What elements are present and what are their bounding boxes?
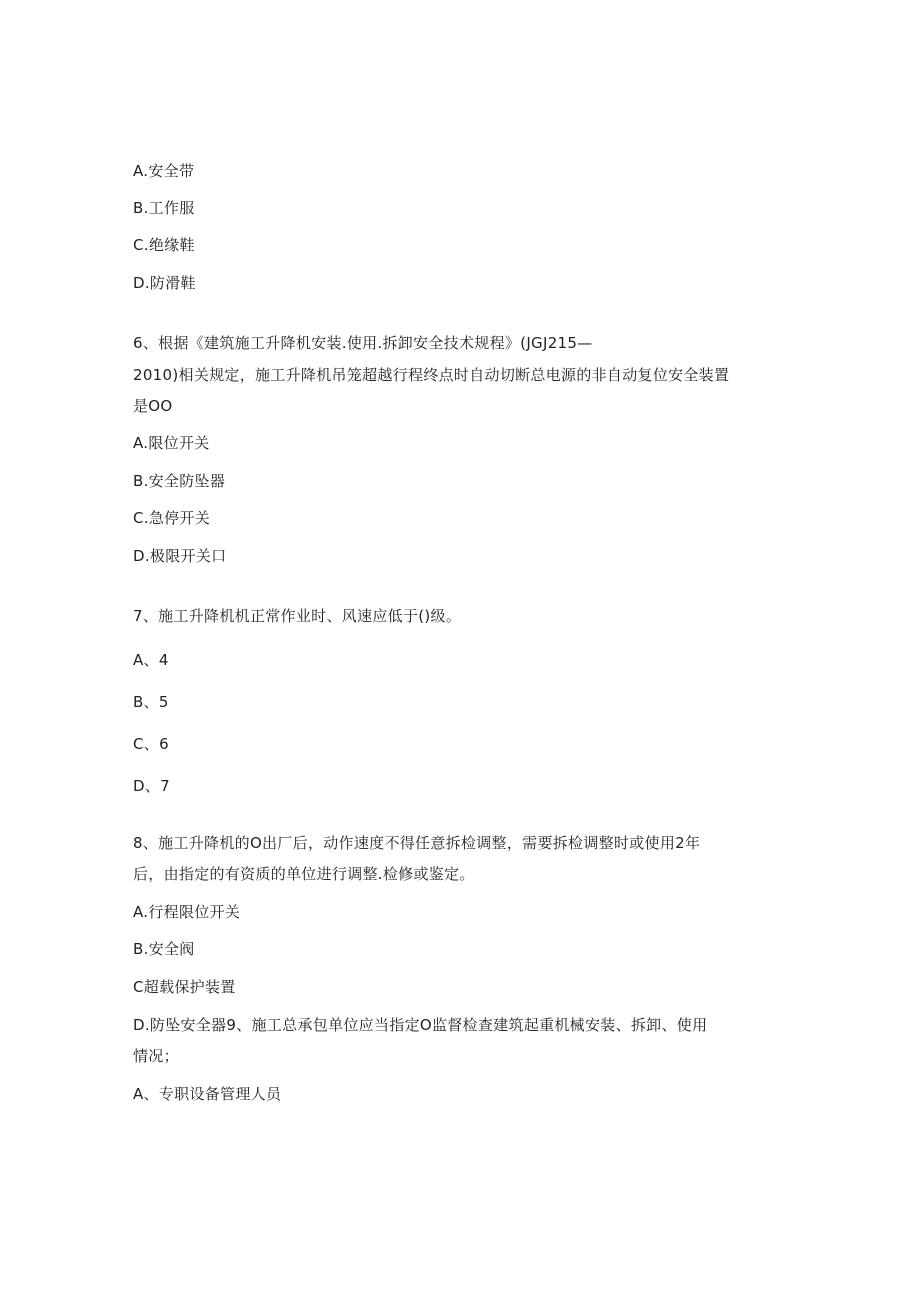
- q5-option-b: B.工作服: [133, 199, 195, 217]
- q6-option-b: B.安全防坠器: [133, 472, 226, 490]
- q8-option-a: A.行程限位开关: [133, 903, 241, 921]
- q8-stem-line-1: 8、施工升降机的O出厂后，动作速度不得任意拆检调整，需要拆检调整时或使用2年: [133, 834, 701, 852]
- q9-stem-line-1: D.防坠安全器9、施工总承包单位应当指定O监督检查建筑起重机械安装、拆卸、使用: [133, 1016, 708, 1034]
- q6-option-d: D.极限开关口: [133, 547, 227, 565]
- q7-option-b: B、5: [133, 693, 169, 711]
- q9-stem-line-2: 情况；: [133, 1047, 179, 1065]
- q5-option-d: D.防滑鞋: [133, 274, 196, 292]
- q6-option-c: C.急停开关: [133, 509, 211, 527]
- q6-option-a: A.限位开关: [133, 434, 210, 452]
- q8-option-b: B.安全阀: [133, 940, 195, 958]
- q6-stem-line-1: 6、根据《建筑施工升降机安装.使用.拆卸安全技术规程》(JGJ215—: [133, 334, 593, 352]
- q7-option-c: C、6: [133, 735, 169, 753]
- q7-stem: 7、施工升降机机正常作业时、风速应低于()级。: [133, 607, 462, 625]
- q5-option-a: A.安全带: [133, 162, 195, 180]
- q6-stem-line-3: 是OO: [133, 397, 173, 415]
- q7-option-d: D、7: [133, 777, 170, 795]
- q9-option-a: A、专职设备管理人员: [133, 1085, 282, 1103]
- q5-option-c: C.绝缘鞋: [133, 236, 195, 254]
- q8-stem-line-2: 后，由指定的有资质的单位进行调整.检修或鉴定。: [133, 865, 475, 883]
- q6-stem-line-2: 2010)相关规定，施工升降机吊笼超越行程终点时自动切断总电源的非自动复位安全装置: [133, 366, 730, 384]
- q8-option-c: C超载保护装置: [133, 978, 236, 996]
- q7-option-a: A、4: [133, 651, 169, 669]
